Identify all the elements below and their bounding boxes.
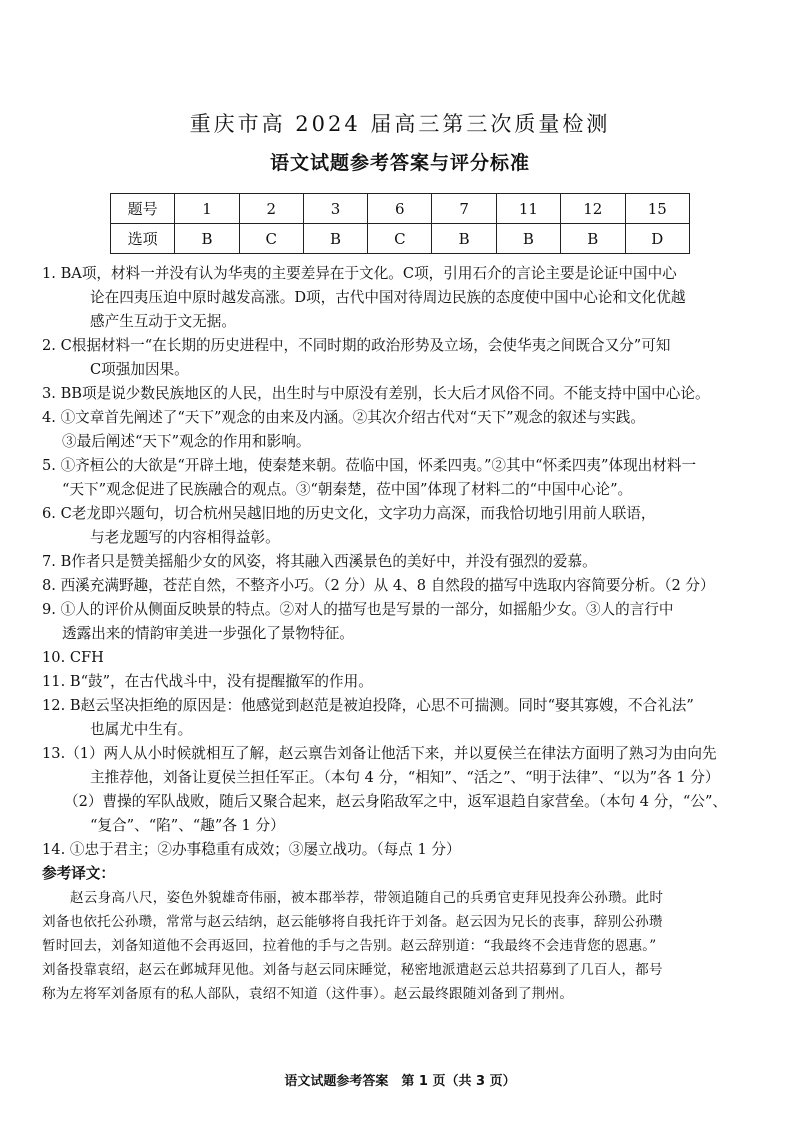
item-line-continued: “复合”、“陷”、“趣”各 1 分）: [90, 817, 285, 834]
question-number-cell: 11: [496, 194, 560, 224]
item-line: 作者只是赞美摇船少女的风姿，将其融入西溪景色的美好中，并没有强烈的爱慕。: [71, 553, 597, 570]
answer-item-1: [42, 262, 762, 286]
item-line-continued: 透露出来的情韵审美进一步强化了景物特征。: [62, 625, 354, 642]
item-line-continued: “天下”观念促进了民族融合的观点。③“朝秦楚，莅中国”体现了材料二的“中国中心论”。: [62, 481, 633, 498]
question-number-cell: 2: [239, 194, 303, 224]
item-line-continued: 与老龙题写的内容相得益彰。: [90, 529, 280, 546]
answer-item-7: [42, 550, 762, 574]
answer-table-option-row: [111, 224, 690, 254]
option-cell: B: [561, 224, 625, 254]
item-number: 1. B: [42, 265, 72, 282]
answer-item-11: [42, 670, 762, 694]
answer-item-4: 4. ①文章首先阐述了“天下”观念的由来及内涵。②其次介绍古代对“天下”观念的叙述与实践。: [42, 409, 645, 426]
item-line-continued: C项强加因果。: [90, 361, 189, 378]
option-cell: D: [625, 224, 689, 254]
answer-table-number-row: [111, 194, 690, 224]
item-number: 6. C: [42, 505, 72, 522]
item-line-continued: 感产生互动于文无据。: [90, 313, 236, 330]
reference-line: 刘备投靠袁绍，赵云在邺城拜见他。刘备与赵云同床睡觉，秘密地派遣赵云总共招募到了几百人，都号: [42, 962, 663, 978]
answer-item-9: 9. ①人的评价从侧面反映景的特点。②对人的描写也是写景的一部分，如摇船少女。③人的言行中: [42, 601, 674, 618]
item-number: 11. B: [42, 673, 81, 690]
item-number: 3. B: [42, 385, 72, 402]
item-line: A项，材料一并没有认为华夷的主要差异在于文化。C项，引用石介的言论主要是论证中国中心: [71, 265, 677, 282]
item-line: 赵云坚决拒绝的原因是：他感觉到赵范是被迫投降，心思不可揣测。同时“娶其寡嫂，不合礼法”: [80, 697, 694, 714]
option-cell: C: [239, 224, 303, 254]
item-line-continued: 论在四夷压迫中原时越发高涨。D项，古代中国对待周边民族的态度使中国中心论和文化优越: [90, 289, 686, 306]
answer-item-3: [42, 382, 762, 406]
option-cell: B: [496, 224, 560, 254]
answer-item-8: 8. 西溪充满野趣，苍茫自然，不整齐小巧。（2 分）从 4、8 自然段的描写中选取内容简要分析。（2 分）: [42, 577, 715, 594]
answer-item-2: [42, 334, 762, 358]
answer-table: [110, 193, 690, 254]
page-title: 重庆市高 2024 届高三第三次质量检测: [189, 112, 611, 136]
item-number: 2. C: [42, 337, 72, 354]
answer-item-10: 10. CFH: [42, 649, 104, 666]
reference-line: 赵云身高八尺，姿色外貌雄奇伟丽，被本郡举荐，带领追随自己的兵勇官吏拜见投奔公孙瓒。此时: [70, 890, 664, 906]
reference-line: 刘备也依托公孙瓒，常常与赵云结纳，赵云能够将自我托许于刘备。赵云因为兄长的丧事，辞别公孙瓒: [42, 914, 663, 930]
item-line: “鼓”，在古代战斗中，没有提醒撤军的作用。: [80, 673, 373, 690]
answer-item-14: 14. ①忠于君主；②办事稳重有成效；③屡立战功。（每点 1 分）: [42, 841, 461, 858]
question-number-cell: 1: [175, 194, 239, 224]
option-cell: C: [368, 224, 432, 254]
answer-body: [42, 262, 762, 1006]
item-line-continued: 也属尤中生有。: [90, 721, 193, 738]
answer-item-13-part-1: 13.（1）两人从小时候就相互了解，赵云禀告刘备让他活下来，并以夏侯兰在律法方面明了熟习为由向先: [42, 745, 717, 762]
reference-heading: 参考译文：: [42, 865, 115, 882]
item-line: B项是说少数民族地区的人民，出生时与中原没有差别，长大后才风俗不同。不能支持中国中心论。: [71, 385, 710, 402]
item-line: 老龙即兴题句，切合杭州吴越旧地的历史文化，文字功力高深，而我恰切地引用前人联语，: [71, 505, 656, 522]
reference-line: 暂时回去，刘备知道他不会再返回，拉着他的手与之告别。赵云辞别道：“我最终不会违背您的恩惠。”: [42, 938, 657, 954]
item-line-continued: ③最后阐述“天下”观念的作用和影响。: [62, 433, 311, 450]
item-number: 7. B: [42, 553, 72, 570]
question-number-cell: 15: [625, 194, 689, 224]
answer-item-5: 5. ①齐桓公的大欲是“开辟土地，使秦楚来朝。莅临中国，怀柔四夷。”②其中“怀柔四夷”体现出材料一: [42, 457, 697, 474]
question-number-cell: 12: [561, 194, 625, 224]
option-cell: B: [432, 224, 496, 254]
row-label-option: 选项: [111, 224, 175, 254]
item-number: 12. B: [42, 697, 81, 714]
item-line-continued: 主推荐他，刘备让夏侯兰担任军正。（本句 4 分，“相知”、“活之”、“明于法律”、“以为”各 1 分）: [90, 769, 720, 786]
option-cell: B: [175, 224, 239, 254]
reference-line: 称为左将军刘备原有的私人部队，袁绍不知道（这件事）。赵云最终跟随刘备到了荆州。: [42, 986, 574, 1002]
question-number-cell: 7: [432, 194, 496, 224]
answer-item-13-part-2: （2）曹操的军队战败，随后又聚合起来，赵云身陷敌军之中，返军退趋自家营垒。（本句 4 分，“公”、: [64, 793, 728, 810]
question-number-cell: 6: [368, 194, 432, 224]
item-line: 根据材料一“在长期的历史进程中，不同时期的政治形势及立场，会使华夷之间既合又分”可知: [71, 337, 671, 354]
row-label-number: 题号: [111, 194, 175, 224]
question-number-cell: 3: [303, 194, 367, 224]
answer-item-12: [42, 694, 762, 718]
answer-item-6: [42, 502, 762, 526]
page-subtitle: 语文试题参考答案与评分标准: [269, 152, 530, 174]
option-cell: B: [303, 224, 367, 254]
page-footer: 语文试题参考答案 第 1 页（共 3 页）: [284, 1074, 516, 1089]
